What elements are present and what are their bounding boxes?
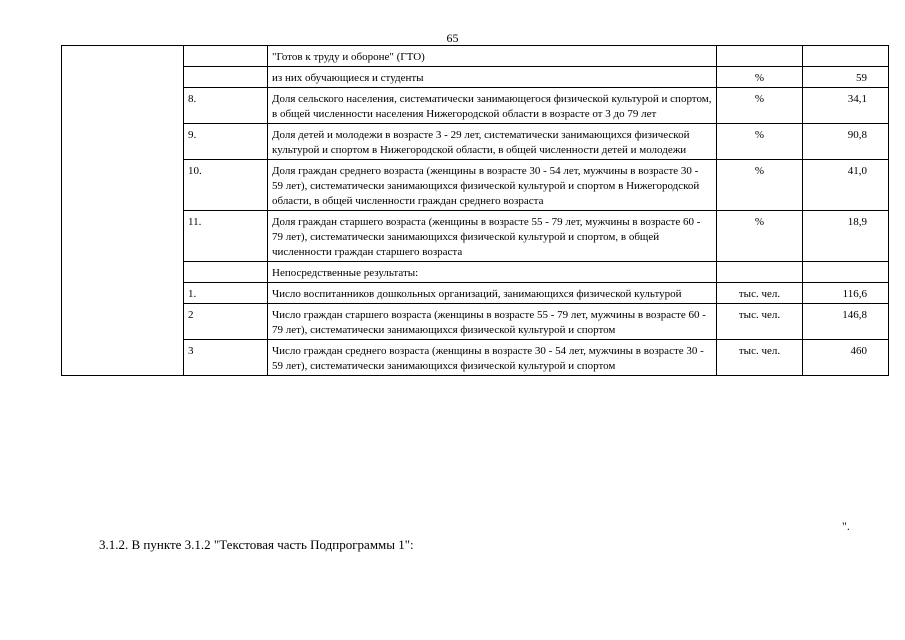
indicator-unit: % (717, 124, 803, 160)
indicator-value: 460 (803, 340, 889, 376)
indicator-value: 18,9 (803, 211, 889, 262)
indicator-name: Число воспитанников дошкольных организаций, занимающихся физической культурой (268, 283, 717, 304)
indicator-name: "Готов к труду и обороне" (ГТО) (268, 46, 717, 67)
indicator-unit (717, 262, 803, 283)
program-column-cell (62, 46, 184, 376)
indicator-value: 146,8 (803, 304, 889, 340)
indicator-unit (717, 46, 803, 67)
indicator-name: Доля детей и молодежи в возрасте 3 - 29 лет, систематически занимающихся физической культурой и спортом в Нижегородской области, в общей численности детей и молодежи (268, 124, 717, 160)
table-row (62, 304, 889, 340)
indicator-name: Число граждан среднего возраста (женщины в возрасте 30 - 54 лет, мужчины в возрасте 30 - 59 лет), систематически занимающихся физической культурой и спортом (268, 340, 717, 376)
indicator-value: 59 (803, 67, 889, 88)
indicator-name: Доля граждан старшего возраста (женщины в возрасте 55 - 79 лет, мужчины в возрасте 60 - 79 лет), систематически занимающихся физической культурой и спортом, в общей численности граждан старшего возраста (268, 211, 717, 262)
indicator-value (803, 262, 889, 283)
table-row (62, 67, 889, 88)
row-number (184, 262, 268, 283)
table-row (62, 211, 889, 262)
row-number: 11. (184, 211, 268, 262)
indicator-unit: % (717, 160, 803, 211)
indicator-value: 116,6 (803, 283, 889, 304)
row-number: 8. (184, 88, 268, 124)
table-row (62, 88, 889, 124)
indicator-value: 41,0 (803, 160, 889, 211)
indicator-unit: тыс. чел. (717, 304, 803, 340)
table-row (62, 283, 889, 304)
table-row (62, 160, 889, 211)
indicator-name: Доля граждан среднего возраста (женщины в возрасте 30 - 54 лет, мужчины в возрасте 30 - 59 лет), систематически занимающихся физической культурой и спортом в Нижегородской области, в общей численности граждан среднего возраста (268, 160, 717, 211)
indicator-value (803, 46, 889, 67)
section-heading: Непосредственные результаты: (268, 262, 717, 283)
table-row (62, 46, 889, 67)
indicator-unit: тыс. чел. (717, 283, 803, 304)
row-number: 3 (184, 340, 268, 376)
indicator-name: Доля сельского населения, систематически занимающегося физической культурой и спортом, в общей численности населения Нижегородской области в возрасте от 3 до 79 лет (268, 88, 717, 124)
closing-quote: ". (842, 519, 850, 533)
indicator-name: Число граждан старшего возраста (женщины в возрасте 55 - 79 лет, мужчины в возрасте 60 - 79 лет), систематически занимающихся физической культурой и спортом (268, 304, 717, 340)
indicators-table (61, 45, 889, 376)
row-number: 2 (184, 304, 268, 340)
indicator-unit: % (717, 67, 803, 88)
row-number: 10. (184, 160, 268, 211)
indicator-unit: тыс. чел. (717, 340, 803, 376)
indicator-unit: % (717, 88, 803, 124)
row-number (184, 67, 268, 88)
page-number: 65 (446, 31, 459, 45)
indicator-value: 90,8 (803, 124, 889, 160)
indicator-name: из них обучающиеся и студенты (268, 67, 717, 88)
table-row (62, 262, 889, 283)
section-paragraph: 3.1.2. В пункте 3.1.2 "Текстовая часть Подпрограммы 1": (99, 537, 414, 552)
row-number (184, 46, 268, 67)
indicator-value: 34,1 (803, 88, 889, 124)
table-row (62, 340, 889, 376)
table-row (62, 124, 889, 160)
row-number: 9. (184, 124, 268, 160)
indicator-unit: % (717, 211, 803, 262)
row-number: 1. (184, 283, 268, 304)
